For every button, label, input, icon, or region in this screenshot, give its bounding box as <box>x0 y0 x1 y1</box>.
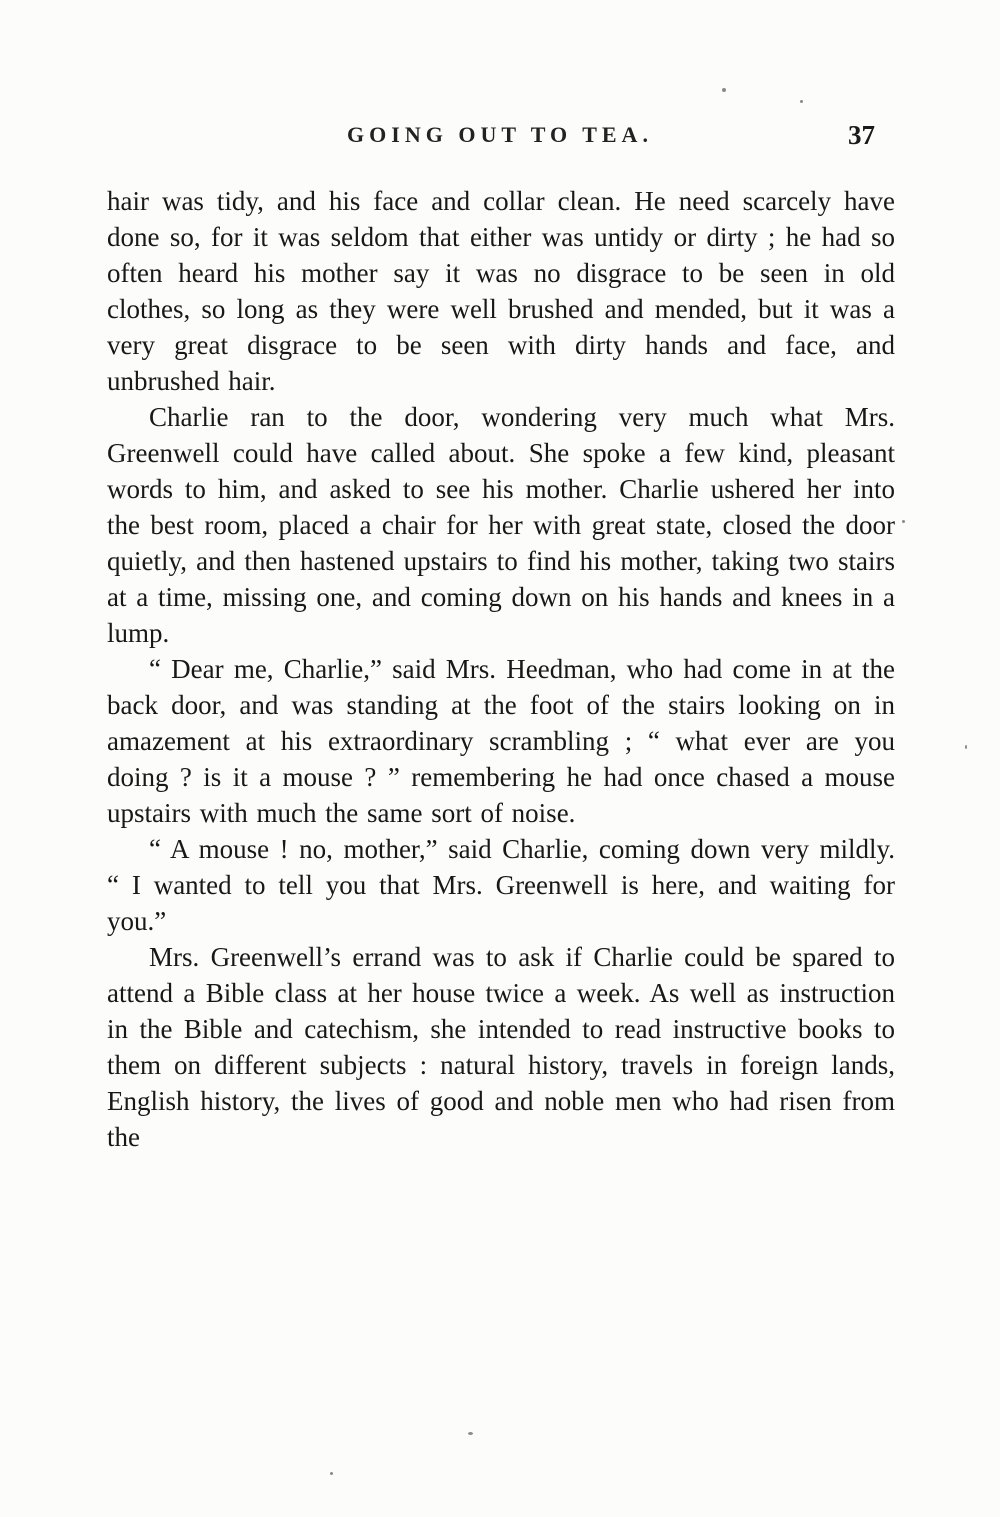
scan-speck <box>902 520 905 523</box>
paragraph: Mrs. Greenwell’s errand was to ask if Charlie could be spared to attend a Bible class at her house twice a week. As well as instruction in the Bible and catechism, she intended to read instructive books to them on different subjects : natural history, travels in foreign lands, English history, the lives of good and noble men who had risen from the <box>107 942 895 1152</box>
scan-speck <box>330 1472 333 1475</box>
paragraph: Charlie ran to the door, wondering very much what Mrs. Greenwell could have called about. She spoke a few kind, pleasant words to him, and asked to see his mother. Charlie ushered her into the best room, placed a chair for her with great state, closed the door quietly, and then hastened upstairs to find his mother, taking two stairs at a time, missing one, and coming down on his hands and knees in a lump. <box>107 402 895 648</box>
page-number: 37 <box>848 120 875 150</box>
paragraph: “ A mouse ! no, mother,” said Charlie, coming down very mildly. “ I wanted to tell you that Mrs. Greenwell is here, and waiting for you.” <box>107 834 895 936</box>
paragraph: hair was tidy, and his face and collar clean. He need scarcely have done so, for it was seldom that either was untidy or dirty ; he had so often heard his mother say it was no disgrace to be seen in old clothes, so long as they were well brushed and mended, but it was a very great disgrace to be seen with dirty hands and face, and unbrushed hair. <box>107 186 895 396</box>
scan-speck <box>468 1432 473 1435</box>
running-title: GOING OUT TO TEA. <box>347 122 653 147</box>
scan-speck <box>965 745 967 749</box>
scan-speck <box>722 88 726 92</box>
body-text <box>107 183 895 1155</box>
paragraph: “ Dear me, Charlie,” said Mrs. Heedman, who had come in at the back door, and was standing at the foot of the stairs looking on in amazement at his extraordinary scrambling ; “ what ever are you doing ? is it a mouse ? ” remembering he had once chased a mouse upstairs with much the same sort of noise. <box>107 654 895 828</box>
scan-speck <box>800 100 803 103</box>
running-head <box>105 122 895 156</box>
